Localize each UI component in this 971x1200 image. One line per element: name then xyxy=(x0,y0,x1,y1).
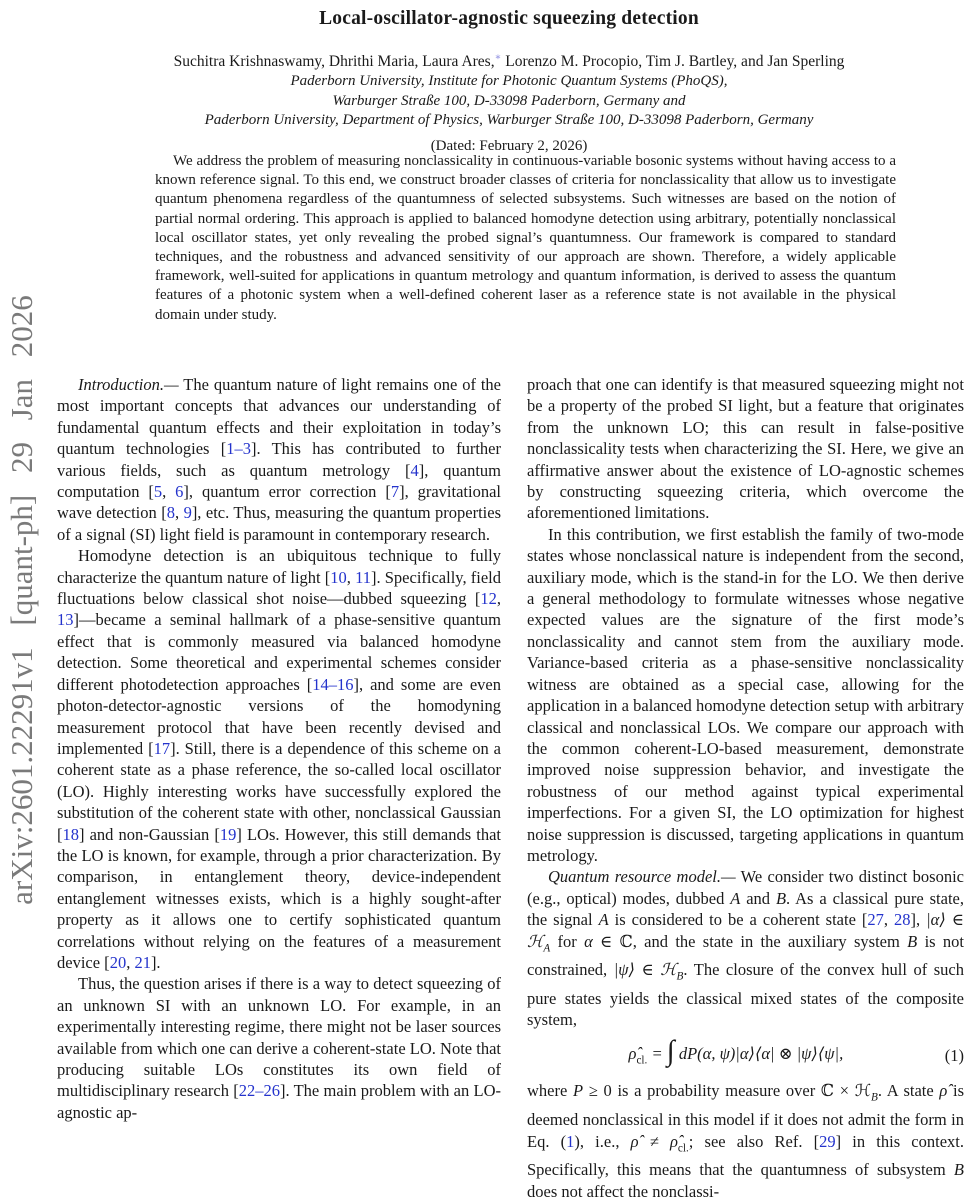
display-equation xyxy=(527,1034,964,1072)
math-text: |α⟩ ∈ ℋ xyxy=(527,910,964,951)
italic-text: Quantum resource model.— xyxy=(548,867,736,887)
column-left xyxy=(57,374,501,1123)
text-run: ]. The main problem with an LO-agnostic ap- xyxy=(57,1081,502,1122)
text-run: ; see also Ref. [ xyxy=(688,1131,820,1151)
math-text: A xyxy=(598,910,609,930)
math-text: |ψ⟩ ∈ ℋ xyxy=(613,960,677,980)
citation-link[interactable]: 1 xyxy=(566,1131,575,1151)
citation-link[interactable]: 7 xyxy=(390,482,400,502)
text-run: , xyxy=(174,503,184,523)
integral-sign: ∫ xyxy=(666,1034,675,1067)
math-text: ρ̂ xyxy=(628,1043,637,1063)
math-text: ρ̂ xyxy=(939,1081,948,1101)
text-run: ], etc. Thus, measuring the quantum properties of a signal (SI) light field is paramount in contemporary research. xyxy=(57,503,502,544)
paragraph xyxy=(57,374,501,545)
column-right xyxy=(527,374,964,1200)
text-run: ] and non-Gaussian [ xyxy=(79,824,220,844)
italic-text: Introduction.— xyxy=(78,375,179,394)
text-run: Thus, the question arises if there is a way to detect squeezing of an unknown SI with an unknown LO. For example, in an experimentally interesting regime, there might not be laser sources available from which one can derive a coherent-state LO. Note that producing suitable LOs constitutes its own field of multidisciplinary research [ xyxy=(57,974,501,1101)
text-run: ), i.e., xyxy=(574,1131,631,1151)
citation-link[interactable]: 8 xyxy=(166,503,175,523)
text-run: , xyxy=(883,910,895,930)
text-run: Lorenzo M. Procopio, Tim J. Bartley, and Jan Sperling xyxy=(501,53,845,71)
text-run: ]. This has contributed to further various fields, such as quantum metrology [ xyxy=(57,439,501,480)
citation-link[interactable]: 10 xyxy=(330,567,347,587)
equation-body xyxy=(527,1034,945,1072)
text-run: ] in this context. Specifically, this means that the quantumness of subsystem xyxy=(527,1131,964,1180)
math-subscript: A xyxy=(543,941,551,954)
citation-link[interactable]: 27 xyxy=(867,910,884,930)
text-run: The quantum nature of light remains one of the most important concepts that advances our understanding of fundamental quantum effects and their exploitation in today’s quantum technologies [ xyxy=(57,375,501,459)
text-run: ∈ ℂ, and the state in the auxiliary system xyxy=(592,931,908,951)
citation-link[interactable]: 29 xyxy=(819,1131,836,1151)
text-run: does not affect the nonclassi- xyxy=(527,1181,720,1200)
abstract xyxy=(155,152,896,325)
affiliation-line-2: Warburger Straße 100, D-33098 Paderborn, Germany and xyxy=(332,92,686,109)
math-text: A xyxy=(730,888,741,908)
math-text: B xyxy=(775,888,787,908)
text-run: ]. Specifically, field fluctuations below classical shot noise—dubbed squeezing [ xyxy=(57,567,502,609)
paragraph xyxy=(57,973,501,1123)
citation-link[interactable]: 17 xyxy=(153,738,171,758)
text-run: ], and some are even photon-detector-agnostic versions of the homodyning measurement protocol that have been recently devised and implemented [ xyxy=(57,674,502,758)
citation-link[interactable]: 6 xyxy=(175,482,184,502)
citation-link[interactable]: 1–3 xyxy=(226,439,251,459)
citation-link[interactable]: 18 xyxy=(62,824,79,844)
author-line xyxy=(55,52,963,71)
citation-link[interactable]: 5 xyxy=(153,482,163,502)
text-run: ] LOs. However, this still demands that the LO is known, for example, through a prior characterization. By comparison, in entanglement theory, device-independent entanglement witnesses exists, which is a highly sought-after property as it allows one to certify sophisticated quantum correlations without relying on the features of a measurement device [ xyxy=(57,824,501,972)
paragraph xyxy=(527,866,964,1030)
math-text: ρ̂ ≠ ρ̂ xyxy=(630,1131,678,1151)
abstract-text: We address the problem of measuring nonclassicality in continuous-variable bosonic systems without having access to a known reference signal. To this end, we construct broader classes of criteria for nonclassicality that allow us to investigate quantum phenomena regardless of the quantumness of selected subsystems. Such witnesses are based on the notion of partial normal ordering. This approach is applied to balanced homodyne detection using arbitrary, potentially nonclassical local oscillator states, yet only revealing the probed signal’s quantumness. Our framework is compared to standard techniques, and the robustness and advanced sensitivity of our approach are shown. Therefore, a widely applicable framework, well-suited for applications in quantum metrology and quantum information, is derived to assess the quantum features of a photonic system when a well-defined coherent laser as a reference state is not available in the physical domain under study. xyxy=(155,153,896,323)
math-subscript: cl. xyxy=(677,1141,689,1154)
text-run: . As a classical pure state, the signal xyxy=(527,888,964,930)
text-run: is not constrained, xyxy=(527,931,964,980)
citation-link[interactable]: 19 xyxy=(219,824,237,844)
text-run: Homodyne detection is an ubiquitous technique to fully characterize the quantum nature of light [ xyxy=(57,546,501,587)
text-run: Suchitra Krishnaswamy, Dhrithi Maria, Laura Ares, xyxy=(173,53,495,71)
text-run: ], quantum computation [ xyxy=(57,460,501,502)
paragraph xyxy=(527,1080,964,1200)
text-run: is deemed nonclassical in this model if it does not admit the form in Eq. ( xyxy=(527,1081,964,1151)
math-subscript: B xyxy=(676,970,684,983)
paper-title: Local-oscillator-agnostic squeezing detection xyxy=(319,8,699,29)
arxiv-watermark: arXiv:2601.22291v1 [quant-ph] 29 Jan 2026 xyxy=(4,295,39,905)
citation-link[interactable]: 11 xyxy=(355,567,371,587)
affiliation-line-3: Paderborn University, Department of Physics, Warburger Straße 100, D-33098 Paderborn, Germany xyxy=(204,112,814,129)
citation-link[interactable]: 20 xyxy=(109,952,127,972)
citation-link[interactable]: 22–26 xyxy=(238,1081,280,1101)
text-run: where xyxy=(527,1081,573,1101)
text-run: , xyxy=(162,482,176,502)
citation-link[interactable]: 14–16 xyxy=(312,674,354,694)
math-text: B xyxy=(953,1160,964,1180)
paragraph xyxy=(527,374,964,524)
paper-header xyxy=(55,0,963,155)
citation-link[interactable]: 12 xyxy=(480,589,497,609)
text-run: , xyxy=(126,952,135,972)
equation-number: (1) xyxy=(944,1045,964,1065)
text-run: ], xyxy=(910,910,927,930)
text-run: for xyxy=(550,931,585,951)
math-text: dP(α, ψ)|α⟩⟨α| ⊗ |ψ⟩⟨ψ|, xyxy=(674,1043,844,1063)
text-run: proach that one can identify is that measured squeezing might not be a property of the probed SI light, but a feature that originates from the unknown LO; this can result in false-positive nonclassicality tests when characterizing the SI. Here, we give an affirmative answer about the existence of LO-agnostic schemes by constructing squeezing criteria, which overcome the aforementioned limitations. xyxy=(527,375,964,523)
affiliation-line-1: Paderborn University, Institute for Photonic Quantum Systems (PhoQS), xyxy=(290,73,728,90)
text-run: ]—became a seminal hallmark of a phase-sensitive quantum effect that is commonly measured via balanced homodyne detection. Some theoretical and experimental schemes consider different photodetection approaches [ xyxy=(57,610,501,694)
text-run: , xyxy=(496,589,501,609)
text-run: and xyxy=(740,888,776,908)
text-run: . A state xyxy=(877,1081,940,1101)
text-run: ≥ 0 is a probability measure over ℂ × ℋ xyxy=(583,1081,871,1101)
math-text: B xyxy=(907,931,918,951)
text-run: is considered to be a coherent state [ xyxy=(608,910,868,930)
math-text: = xyxy=(647,1043,667,1063)
date-line: (Dated: February 2, 2026) xyxy=(430,137,588,154)
math-subscript: B xyxy=(871,1091,878,1104)
math-text: α xyxy=(584,931,593,951)
paragraph xyxy=(527,524,964,867)
citation-link[interactable]: 13 xyxy=(57,610,74,630)
text-run: ]. Still, there is a dependence of this scheme on a coherent state as a phase reference, the so-called local oscillator (LO). Highly interesting works have successfully explored the substitution of the coherent state with other, nonclassical Gaussian [ xyxy=(57,738,501,844)
footnote-star-link[interactable]: ∗ xyxy=(494,52,502,63)
paragraph xyxy=(57,545,501,973)
text-run: We consider two distinct bosonic (e.g., optical) modes, dubbed xyxy=(527,867,964,908)
text-run: ], quantum error correction [ xyxy=(183,482,391,502)
citation-link[interactable]: 21 xyxy=(134,952,151,972)
math-subscript: cl. xyxy=(636,1054,648,1067)
citation-link[interactable]: 4 xyxy=(410,460,419,480)
math-text: P xyxy=(573,1081,584,1101)
citation-link[interactable]: 9 xyxy=(183,503,192,523)
citation-link[interactable]: 28 xyxy=(894,910,911,930)
text-run: ], gravitational wave detection [ xyxy=(57,482,502,523)
text-run: . The closure of the convex hull of such pure states yields the classical mixed states of the composite system, xyxy=(527,960,964,1030)
text-run: , xyxy=(346,567,356,587)
text-run: In this contribution, we first establish the family of two-mode states whose nonclassical nature is independent from the second, auxiliary mode, which is the stand-in for the LO. We then derive a general methodology to formulate witnesses whose negative expected values are the signature of the first mode’s nonclassicality and cannot stem from the auxiliary mode. Variance-based criteria as a phase-sensitive nonclassicality witness are obtained as a special case, allowing for the application in a balanced homodyne detection setup with arbitrary classical and nonclassical LOs. We compare our approach with the common coherent-LO-based measurement, demonstrate improved noise suppression behavior, and investigate the robustness of our method against typical experimental imperfections. For a given SI, the LO optimization for highest noise suppression is discussed, targeting applications in quantum metrology. xyxy=(527,524,964,865)
text-run: ]. xyxy=(150,952,161,972)
